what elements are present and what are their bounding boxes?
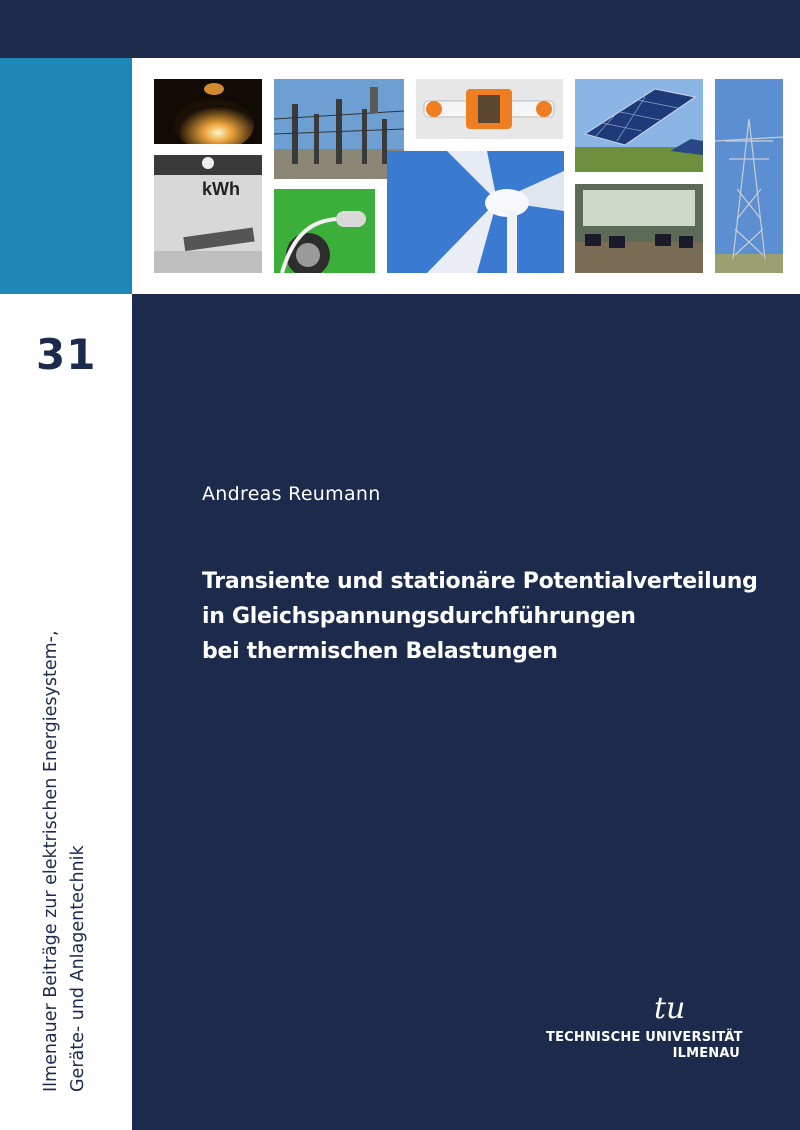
book-title: [202, 564, 758, 669]
wind-turbine-photo: [387, 151, 564, 273]
series-title: [38, 572, 92, 1092]
tu-mark-logo: tu: [654, 991, 686, 1026]
substation-photo: [274, 79, 404, 179]
meter-label: kWh: [202, 179, 240, 199]
electric-car-photo: [274, 189, 375, 273]
series-number: 31: [36, 330, 97, 379]
insulator-photo: [416, 79, 563, 139]
university-logo: [546, 991, 746, 1064]
accent-block: [0, 58, 132, 294]
top-band: [0, 0, 800, 58]
publisher-city: ILMENAU: [672, 1046, 740, 1061]
book-title-line: Transiente und stationäre Potentialverteilung: [202, 569, 758, 594]
pylon-photo: [715, 79, 783, 273]
control-room-photo: [575, 184, 703, 273]
power-meter-photo: [154, 155, 262, 273]
lamp-photo: [154, 79, 262, 144]
author-name: Andreas Reumann: [202, 483, 381, 505]
book-title-line: bei thermischen Belastungen: [202, 639, 558, 664]
publisher-name: TECHNISCHE UNIVERSITÄT: [546, 1030, 743, 1045]
series-title-line: Geräte- und Anlagentechnik: [68, 845, 88, 1092]
solar-panel-photo: [575, 79, 703, 172]
book-title-line: in Gleichspannungsdurchführungen: [202, 604, 636, 629]
series-title-line: Ilmenauer Beiträge zur elektrischen Energiesystem-,: [41, 630, 61, 1092]
